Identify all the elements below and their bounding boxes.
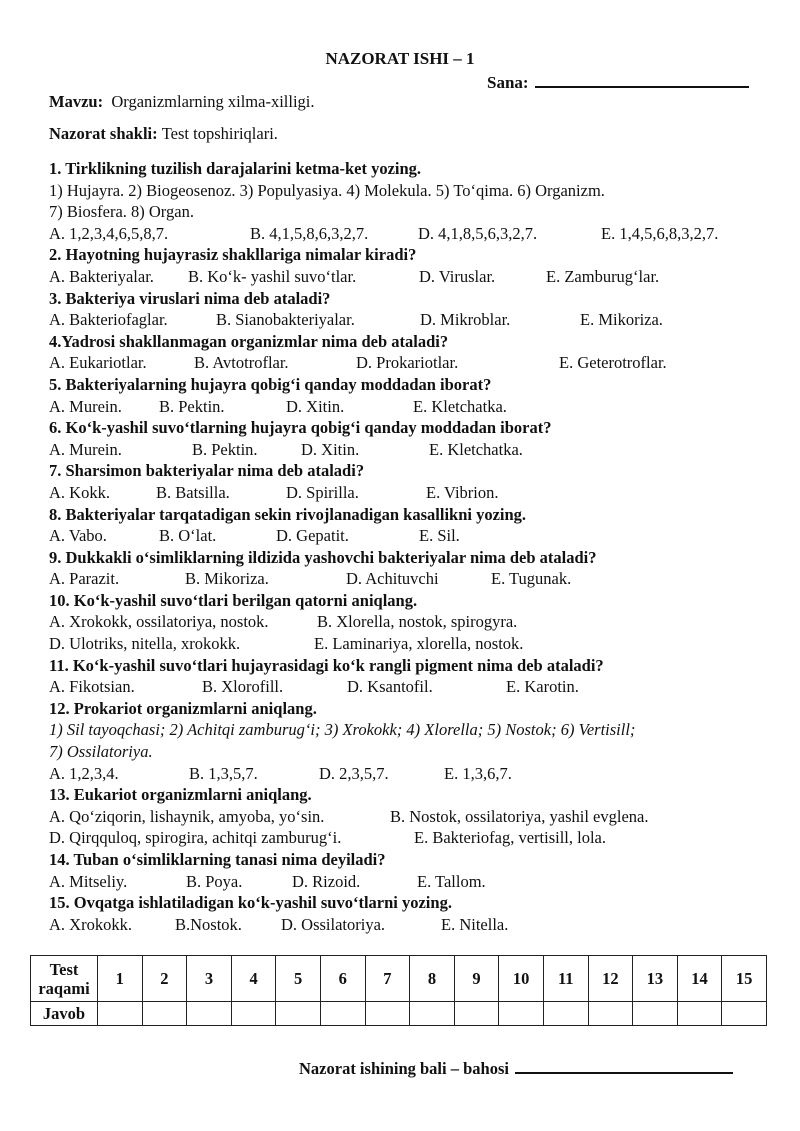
answer-header: Javob — [31, 1002, 98, 1026]
option-d[interactable]: D. Rizoid. — [292, 871, 361, 891]
option-e[interactable]: E. Nitella. — [441, 914, 509, 934]
option-a[interactable]: A. Bakteriyalar. — [49, 266, 154, 286]
answer-cell[interactable] — [98, 1002, 143, 1026]
question-5: 5. Bakteriyalarning hujayra qobig‘i qanday moddadan iborat? — [49, 374, 492, 394]
answer-cell[interactable] — [276, 1002, 321, 1026]
option-d[interactable]: D. Xitin. — [286, 396, 345, 416]
option-a[interactable]: A. Eukariotlar. — [49, 353, 147, 373]
option-a[interactable]: A. Xrokokk, ossilatoriya, nostok. — [49, 612, 269, 632]
topic-label: Mavzu: — [49, 92, 104, 111]
option-a[interactable]: A. 1,2,3,4,6,5,8,7. — [49, 223, 169, 243]
answer-table-number-row — [31, 956, 767, 1002]
answer-cell[interactable] — [454, 1002, 499, 1026]
answer-cell[interactable] — [320, 1002, 365, 1026]
form-value: Test topshiriqlari. — [161, 124, 278, 143]
question-7-options — [49, 482, 749, 504]
date-label: Sana: — [487, 73, 529, 92]
question-13-options-row-2 — [49, 827, 749, 849]
option-a[interactable]: A. Xrokokk. — [49, 914, 132, 934]
date-blank-line[interactable] — [535, 72, 749, 88]
question-14: 14. Tuban o‘simliklarning tanasi nima deyiladi? — [49, 850, 386, 869]
option-e[interactable]: E. Tugunak. — [491, 569, 572, 589]
question-number-cell: 9 — [454, 956, 499, 1002]
question-number-cell: 2 — [142, 956, 187, 1002]
option-d[interactable]: D. Qirqquloq, spirogira, achitqi zamburug‘i. — [49, 828, 342, 848]
question-number-cell: 5 — [276, 956, 321, 1002]
answer-cell[interactable] — [543, 1002, 588, 1026]
option-e[interactable]: E. Bakteriofag, vertisill, lola. — [414, 828, 606, 848]
question-2: 2. Hayotning hujayrasiz shakllariga nimalar kiradi? — [49, 245, 417, 265]
option-b[interactable]: B. Xlorella, nostok, spirogyra. — [317, 612, 518, 632]
answer-cell[interactable] — [365, 1002, 410, 1026]
question-6: 6. Ko‘k-yashil suvo‘tlarning hujayra qobig‘i qanday moddadan iborat? — [49, 418, 552, 438]
option-a[interactable]: A. Parazit. — [49, 569, 120, 589]
question-3: 3. Bakteriya viruslari nima deb ataladi? — [49, 288, 331, 308]
date-field — [487, 72, 749, 93]
question-8: 8. Bakteriyalar tarqatadigan sekin rivojlanadigan kasallikni yozing. — [49, 504, 527, 524]
option-e[interactable]: E. Vibrion. — [426, 482, 499, 502]
question-11-options — [49, 676, 749, 698]
option-a[interactable]: A. Vabo. — [49, 526, 107, 546]
question-12-items-line-1: 1) Sil tayoqchasi; 2) Achitqi zamburug‘i; 3) Xrokokk; 4) Xlorella; 5) Nostok; 6) Vertisill; — [49, 720, 636, 740]
question-1: 1. Tirklikning tuzilish darajalarini ketma-ket yozing. — [49, 159, 422, 178]
question-12-items-line-2: 7) Ossilatoriya. — [49, 742, 153, 762]
answer-cell[interactable] — [410, 1002, 455, 1026]
question-7: 7. Sharsimon bakteriyalar nima deb ataladi? — [49, 461, 365, 481]
form-line — [49, 124, 278, 144]
question-number-cell: 11 — [543, 956, 588, 1002]
option-d[interactable]: D. 4,1,8,5,6,3,2,7. — [418, 223, 538, 243]
question-10-options-row-1 — [49, 611, 749, 633]
option-e[interactable]: E. Tallom. — [417, 871, 486, 891]
question-13-options-row-1 — [49, 806, 749, 828]
option-e[interactable]: E. Zamburug‘lar. — [546, 266, 660, 286]
question-15: 15. Ovqatga ishlatiladigan ko‘k-yashil suvo‘tlarni yozing. — [49, 893, 452, 913]
question-number-cell: 7 — [365, 956, 410, 1002]
question-5-options — [49, 396, 749, 418]
option-e[interactable]: E. Mikoriza. — [580, 310, 663, 330]
option-a[interactable]: A. 1,2,3,4. — [49, 763, 119, 783]
question-number-cell: 4 — [231, 956, 276, 1002]
answer-cell[interactable] — [231, 1002, 276, 1026]
topic-line — [49, 92, 314, 112]
question-9: 9. Dukkakli o‘simliklarning ildizida yashovchi bakteriyalar nima deb ataladi? — [49, 547, 597, 567]
question-9-options — [49, 568, 749, 590]
option-b[interactable]: B.Nostok. — [175, 914, 242, 934]
question-13: 13. Eukariot organizmlarni aniqlang. — [49, 785, 312, 805]
score-blank-line[interactable] — [515, 1058, 733, 1074]
option-e[interactable]: E. Karotin. — [506, 677, 579, 697]
question-10: 10. Ko‘k-yashil suvo‘tlari berilgan qatorni aniqlang. — [49, 590, 418, 610]
answer-cell[interactable] — [142, 1002, 187, 1026]
page-title: NAZORAT ISHI – 1 — [325, 49, 475, 68]
question-11: 11. Ko‘k-yashil suvo‘tlari hujayrasidagi ko‘k rangli pigment nima deb ataladi? — [49, 655, 604, 675]
question-2-options — [49, 266, 749, 288]
answer-table — [30, 955, 767, 1026]
option-b[interactable]: B. Ko‘k- yashil suvo‘tlar. — [188, 266, 357, 286]
question-number-cell: 3 — [187, 956, 232, 1002]
option-b[interactable]: B. Avtotroflar. — [194, 353, 289, 373]
question-12: 12. Prokariot organizmlarni aniqlang. — [49, 698, 317, 718]
questions-list — [49, 158, 749, 935]
option-e[interactable]: E. Kletchatka. — [413, 396, 507, 416]
question-number-cell: 12 — [588, 956, 633, 1002]
option-a[interactable]: A. Murein. — [49, 396, 122, 416]
answer-cell[interactable] — [677, 1002, 722, 1026]
option-b[interactable]: B. Sianobakteriyalar. — [216, 310, 355, 330]
option-b[interactable]: B. 1,3,5,7. — [189, 763, 258, 783]
answer-cell[interactable] — [633, 1002, 678, 1026]
option-e[interactable]: E. 1,3,6,7. — [444, 763, 512, 783]
question-number-cell: 10 — [499, 956, 544, 1002]
option-d[interactable]: D. Gepatit. — [276, 526, 349, 546]
question-number-cell: 13 — [633, 956, 678, 1002]
answer-table-answer-row — [31, 1002, 767, 1026]
topic-value: Organizmlarning xilma-xilligi. — [111, 92, 315, 111]
question-number-cell: 15 — [722, 956, 767, 1002]
test-number-header-line-1: Test — [49, 959, 79, 979]
option-a[interactable]: A. Bakteriofaglar. — [49, 310, 168, 330]
option-b[interactable]: B. Batsilla. — [156, 482, 230, 502]
option-e[interactable]: E. Geterotroflar. — [559, 353, 667, 373]
question-1-items-line-2: 7) Biosfera. 8) Organ. — [49, 202, 194, 222]
question-14-options — [49, 871, 749, 893]
question-number-cell: 14 — [677, 956, 722, 1002]
question-1-options — [49, 223, 749, 245]
test-number-header-line-2: raqami — [38, 978, 90, 998]
question-4-options — [49, 352, 749, 374]
option-d[interactable]: D. Ksantofil. — [347, 677, 433, 697]
question-8-options — [49, 525, 749, 547]
question-12-options — [49, 763, 749, 785]
option-e[interactable]: E. Laminariya, xlorella, nostok. — [314, 634, 524, 654]
question-number-cell: 8 — [410, 956, 455, 1002]
option-b[interactable]: B. Pektin. — [159, 396, 225, 416]
question-3-options — [49, 309, 749, 331]
option-b[interactable]: B. O‘lat. — [159, 526, 217, 546]
option-b[interactable]: B. Pektin. — [192, 439, 258, 459]
question-10-options-row-2 — [49, 633, 749, 655]
option-d[interactable]: D. Spirilla. — [286, 482, 359, 502]
question-15-options — [49, 914, 749, 936]
option-b[interactable]: B. Xlorofill. — [202, 677, 284, 697]
answer-cell[interactable] — [722, 1002, 767, 1026]
option-b[interactable]: B. Mikoriza. — [185, 569, 269, 589]
option-d[interactable]: D. Ulotriks, nitella, xrokokk. — [49, 634, 241, 654]
option-a[interactable]: A. Qo‘ziqorin, lishaynik, amyoba, yo‘sin. — [49, 806, 325, 826]
option-a[interactable]: A. Mitseliy. — [49, 871, 128, 891]
option-a[interactable]: A. Murein. — [49, 439, 122, 459]
option-b[interactable]: B. Nostok, ossilatoriya, yashil evglena. — [390, 806, 649, 826]
form-label: Nazorat shakli: — [49, 124, 158, 143]
option-d[interactable]: D. Ossilatoriya. — [281, 914, 386, 934]
option-e[interactable]: E. Sil. — [419, 526, 460, 546]
question-6-options — [49, 439, 749, 461]
score-label: Nazorat ishining bali – bahosi — [299, 1059, 509, 1078]
option-d[interactable]: D. Viruslar. — [419, 266, 496, 286]
option-a[interactable]: A. Fikotsian. — [49, 677, 135, 697]
answer-cell[interactable] — [588, 1002, 633, 1026]
option-d[interactable]: D. Mikroblar. — [420, 310, 511, 330]
option-d[interactable]: D. 2,3,5,7. — [319, 763, 389, 783]
option-a[interactable]: A. Kokk. — [49, 482, 110, 502]
question-1-items-line-1: 1) Hujayra. 2) Biogeosenoz. 3) Populyasiya. 4) Molekula. 5) To‘qima. 6) Organizm. — [49, 180, 605, 200]
option-b[interactable]: B. Poya. — [186, 871, 243, 891]
option-d[interactable]: D. Prokariotlar. — [356, 353, 459, 373]
option-e[interactable]: E. Kletchatka. — [429, 439, 523, 459]
answer-cell[interactable] — [499, 1002, 544, 1026]
question-number-cell: 1 — [98, 956, 143, 1002]
option-b[interactable]: B. 4,1,5,8,6,3,2,7. — [250, 223, 369, 243]
option-d[interactable]: D. Xitin. — [301, 439, 360, 459]
question-4: 4.Yadrosi shakllanmagan organizmlar nima deb ataladi? — [49, 331, 449, 351]
test-number-header — [31, 956, 98, 1002]
score-field — [299, 1058, 733, 1079]
option-e[interactable]: E. 1,4,5,6,8,3,2,7. — [601, 223, 719, 243]
answer-cell[interactable] — [187, 1002, 232, 1026]
option-d[interactable]: D. Achituvchi — [346, 569, 439, 589]
question-number-cell: 6 — [320, 956, 365, 1002]
